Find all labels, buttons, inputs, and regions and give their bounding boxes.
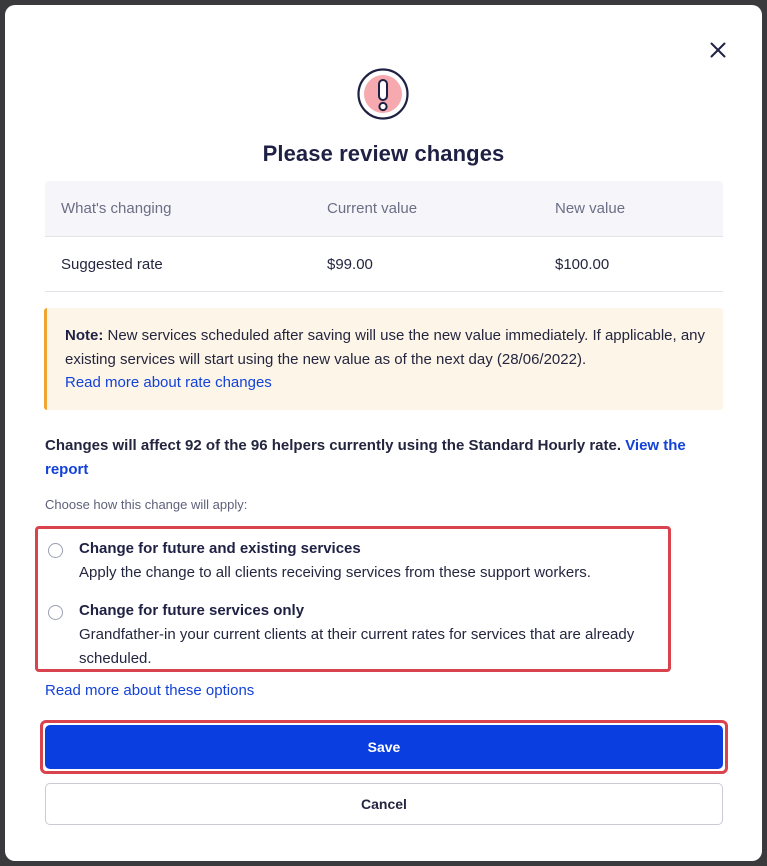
- option-description: Apply the change to all clients receiving services from these support workers.: [79, 564, 591, 581]
- cell-field: Suggested rate: [61, 255, 163, 273]
- rate-changes-link[interactable]: Read more about rate changes: [65, 374, 272, 391]
- choose-label: Choose how this change will apply:: [45, 497, 248, 512]
- affected-count: 92: [185, 437, 202, 454]
- view-report-link[interactable]: View the report: [45, 437, 686, 478]
- read-options-link[interactable]: Read more about these options: [45, 682, 255, 699]
- note-label: Note:: [65, 327, 104, 344]
- column-header-whats-changing: What's changing: [61, 200, 172, 217]
- note-callout: [44, 308, 723, 410]
- close-icon: [710, 42, 726, 58]
- cell-current-value: $99.00: [327, 255, 373, 273]
- exclamation-circle-icon: [357, 68, 409, 120]
- option-title: Change for future services only: [79, 602, 305, 619]
- option-title: Change for future and existing services: [79, 540, 361, 557]
- affect-prefix: Changes will affect: [45, 437, 186, 454]
- note-text: New services scheduled after saving will use the new value immediately. If applicable, any existing services will start using the new value as of the next day (28/06/2022).: [65, 327, 706, 368]
- modal-title: Please review changes: [262, 141, 505, 166]
- affected-helpers-summary: [45, 434, 705, 482]
- option-description: Grandfather-in your current clients at their current rates for services that are already scheduled.: [79, 626, 635, 667]
- apply-options-group: [35, 526, 671, 672]
- radio-future-only[interactable]: [48, 605, 63, 620]
- changes-table: [45, 181, 723, 292]
- save-button[interactable]: Save: [45, 725, 723, 769]
- cell-new-value: $100.00: [555, 255, 610, 273]
- table-row: [45, 237, 723, 292]
- column-header-new-value: New value: [555, 200, 626, 217]
- cancel-button[interactable]: Cancel: [45, 783, 723, 825]
- radio-future-and-existing[interactable]: [48, 543, 63, 558]
- affect-middle: of the: [201, 437, 251, 454]
- affect-suffix: helpers currently using the Standard Hourly rate.: [267, 437, 626, 454]
- table-header: [45, 181, 723, 237]
- column-header-current-value: Current value: [327, 200, 418, 217]
- close-button[interactable]: [707, 39, 729, 61]
- review-changes-modal: [5, 5, 762, 861]
- total-count: 96: [250, 437, 268, 454]
